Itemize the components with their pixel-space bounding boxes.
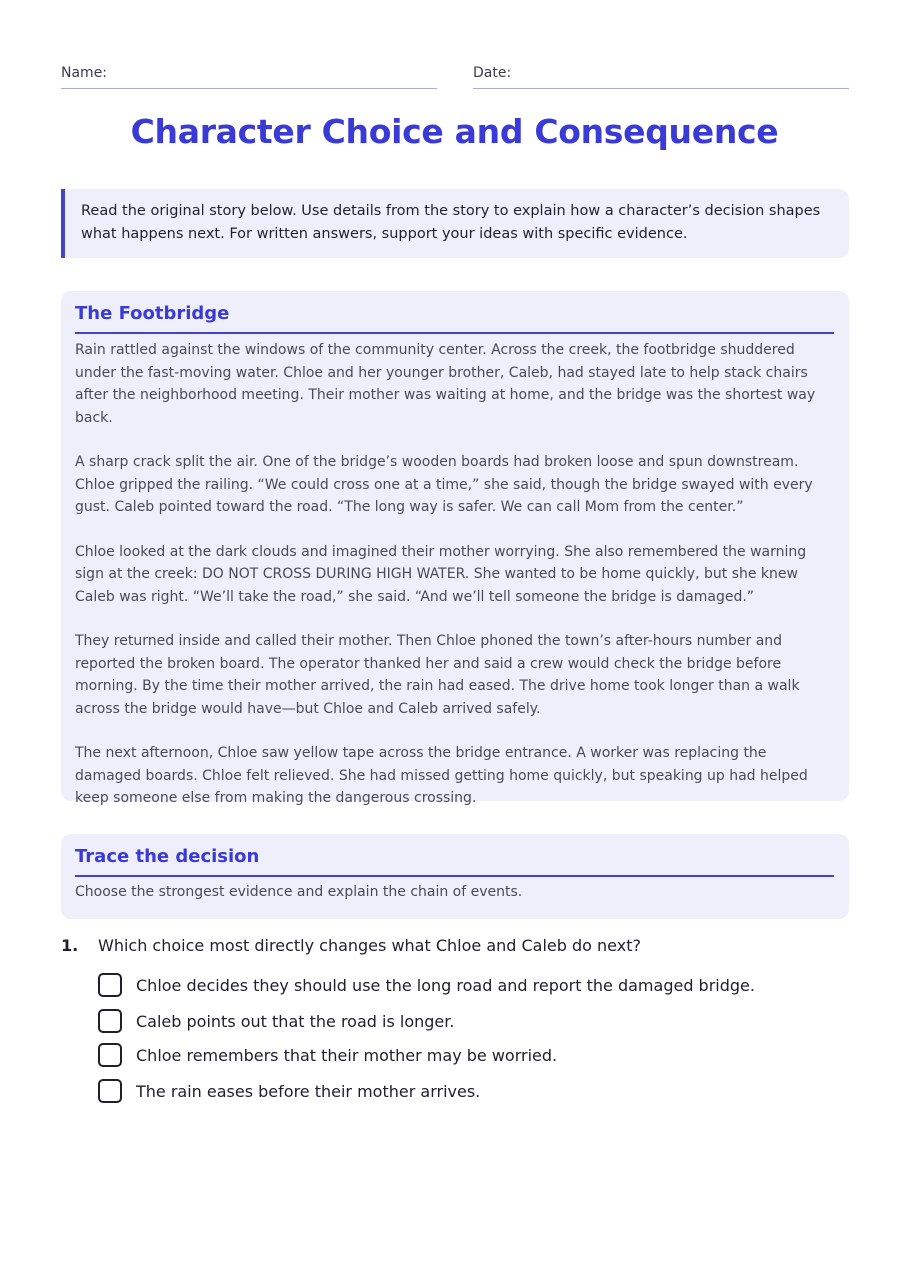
date-field[interactable] xyxy=(473,62,849,89)
date-label: Date: xyxy=(473,65,512,81)
trace-subtext: Choose the strongest evidence and explain the chain of events. xyxy=(75,884,523,900)
checkbox[interactable] xyxy=(98,1043,122,1067)
name-label: Name: xyxy=(61,65,108,81)
trace-panel xyxy=(61,834,849,919)
story-text xyxy=(75,339,834,810)
checkbox[interactable] xyxy=(98,1009,122,1033)
option-label: Caleb points out that the road is longer. xyxy=(136,1011,455,1031)
option-label: Chloe decides they should use the long road and report the damaged bridge. xyxy=(136,975,755,995)
page-title: Character Choice and Consequence xyxy=(130,112,779,151)
trace-heading: Trace the decision xyxy=(75,846,834,877)
story-heading: The Footbridge xyxy=(75,303,834,334)
checkbox[interactable] xyxy=(98,1079,122,1103)
story-paragraph: A sharp crack split the air. One of the bridge’s wooden boards had broken loose and spun downstream. Chloe gripped the railing. “We could cross one at a time,” she said, though the bridge swayed with every gust. Caleb pointed toward the road. “The long way is safer. We can call Mom from the center.” xyxy=(75,454,813,515)
answer-option-d[interactable] xyxy=(98,1077,480,1105)
story-paragraph: Rain rattled against the windows of the community center. Across the creek, the footbridge shuddered under the fast-moving water. Chloe and her younger brother, Caleb, had stayed late to help stack chairs after the neighborhood meeting. Their mother was waiting at home, and the bridge was the shortest way back. xyxy=(75,342,816,426)
instructions-box: Read the original story below. Use details from the story to explain how a character’s decision shapes what happens next. For written answers, support your ideas with specific evidence. xyxy=(61,189,849,258)
story-paragraph: They returned inside and called their mother. Then Chloe phoned the town’s after-hours number and reported the broken board. The operator thanked her and said a crew would check the bridge before morning. By the time their mother arrived, the rain had eased. The drive home took longer than a walk across the bridge would have—but Chloe and Caleb arrived safely. xyxy=(75,633,800,717)
option-label: Chloe remembers that their mother may be worried. xyxy=(136,1045,558,1065)
answer-option-c[interactable] xyxy=(98,1041,557,1069)
question-number: 1. xyxy=(61,936,79,955)
answer-option-a[interactable] xyxy=(98,971,755,999)
story-paragraph: Chloe looked at the dark clouds and imagined their mother worrying. She also remembered the warning sign at the creek: DO NOT CROSS DURING HIGH WATER. She wanted to be home quickly, but she knew Caleb was right. “We’ll take the road,” she said. “And we’ll tell someone the bridge is damaged.” xyxy=(75,543,807,605)
story-paragraph: The next afternoon, Chloe saw yellow tape across the bridge entrance. A worker was replacing the damaged boards. Chloe felt relieved. She had missed getting home quickly, but speaking up had helped keep someone else from making the dangerous crossing. xyxy=(75,745,808,806)
name-field[interactable] xyxy=(61,62,437,89)
story-panel xyxy=(61,291,849,806)
checkbox[interactable] xyxy=(98,973,122,997)
answer-option-b[interactable] xyxy=(98,1007,454,1035)
question-text: Which choice most directly changes what Chloe and Caleb do next? xyxy=(98,936,641,955)
option-label: The rain eases before their mother arrives. xyxy=(136,1081,481,1101)
